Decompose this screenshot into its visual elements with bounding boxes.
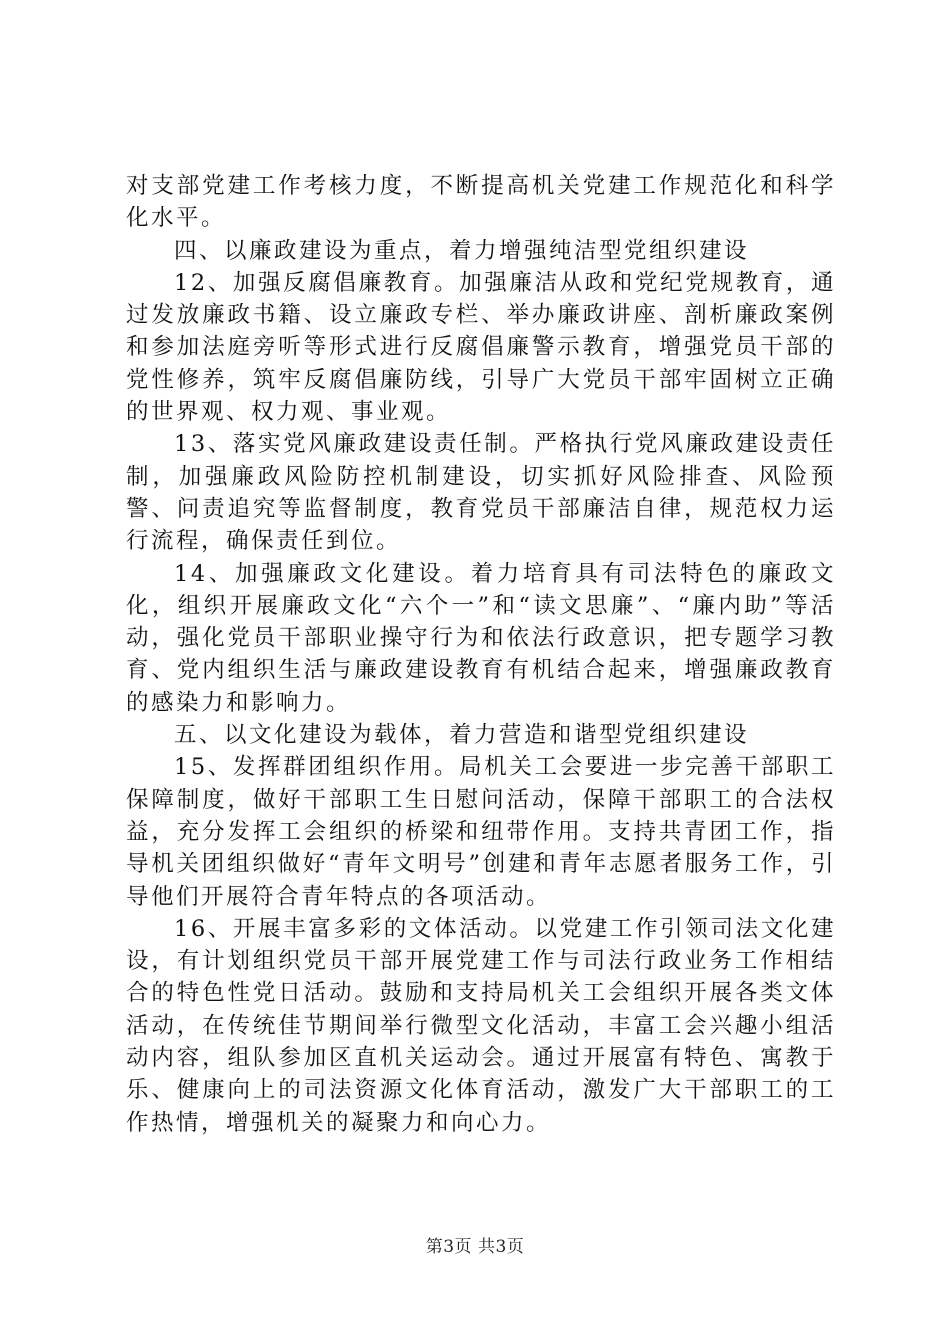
- document-body: [126, 170, 836, 1139]
- paragraph-item-14: 14、加强廉政文化建设。着力培育具有司法特色的廉政文化，组织开展廉政文化“六个一”和“读文思廉”、“廉内助”等活动，强化党员干部职业操守行为和依法行政意识，把专题学习教育、党内组织生活与廉政建设教育有机结合起来，增强廉政教育的感染力和影响力。: [126, 560, 836, 716]
- page-footer: [0, 1237, 950, 1257]
- paragraph-item-13: 13、落实党风廉政建设责任制。严格执行党风廉政建设责任制，加强廉政风险防控机制建设，切实抓好风险排查、风险预警、问责追究等监督制度，教育党员干部廉洁自律，规范权力运行流程，确保责任到位。: [126, 431, 836, 555]
- section-heading-5: 五、以文化建设为载体，着力营造和谐型党组织建设: [174, 722, 750, 749]
- section-heading-4: 四、以廉政建设为重点，着力增强纯洁型党组织建设: [174, 237, 750, 264]
- paragraph-item-16: 16、开展丰富多彩的文体活动。以党建工作引领司法文化建设，有计划组织党员干部开展党建工作与司法行政业务工作相结合的特色性党日活动。鼓励和支持局机关工会组织开展各类文体活动，在传统佳节期间举行微型文化活动，丰富工会兴趣小组活动内容，组队参加区直机关运动会。通过开展富有特色、寓教于乐、健康向上的司法资源文化体育活动，激发广大干部职工的工作热情，增强机关的凝聚力和向心力。: [126, 915, 836, 1136]
- paragraph-item-15: 15、发挥群团组织作用。局机关工会要进一步完善干部职工保障制度，做好干部职工生日慰问活动，保障干部职工的合法权益，充分发挥工会组织的桥梁和纽带作用。支持共青团工作，指导机关团组织做好“青年文明号”创建和青年志愿者服务工作，引导他们开展符合青年特点的各项活动。: [126, 754, 836, 910]
- paragraph-item-12: 12、加强反腐倡廉教育。加强廉洁从政和党纪党规教育，通过发放廉政书籍、设立廉政专栏、举办廉政讲座、剖析廉政案例和参加法庭旁听等形式进行反腐倡廉警示教育，增强党员干部的党性修养，筑牢反腐倡廉防线，引导广大党员干部牢固树立正确的世界观、权力观、事业观。: [126, 269, 836, 426]
- paragraph-continuation: 对支部党建工作考核力度，不断提高机关党建工作规范化和科学化水平。: [126, 173, 836, 232]
- page-number-label: 第3页 共3页: [425, 1237, 525, 1257]
